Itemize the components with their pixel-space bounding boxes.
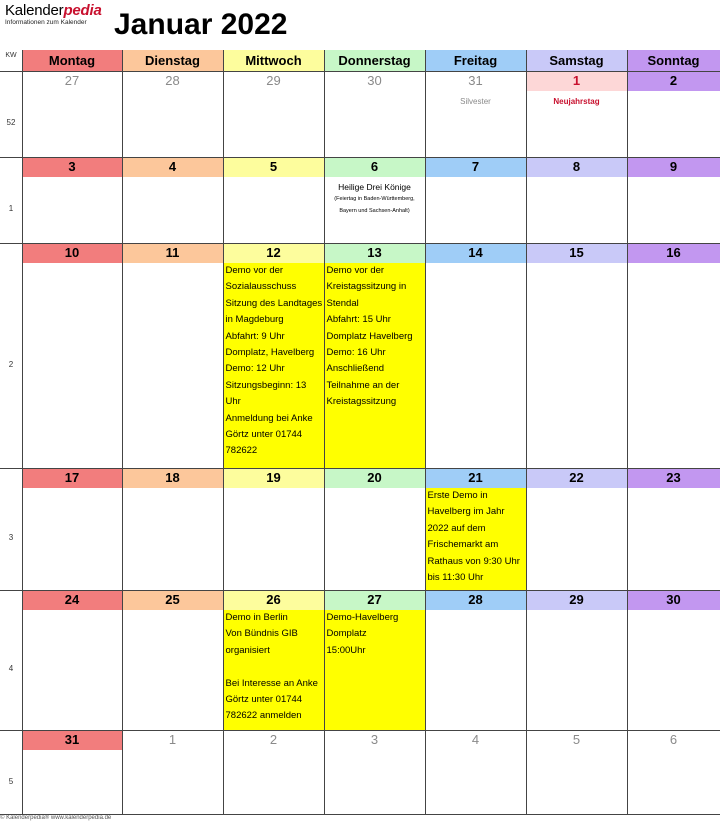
kw-number: 1 xyxy=(8,204,14,213)
event-line: Demo vor der xyxy=(225,265,284,276)
event-jan12[interactable] xyxy=(224,263,324,468)
grid-line xyxy=(0,590,720,591)
logo-tagline: Informationen zum Kalender xyxy=(5,19,87,26)
day-number: 29 xyxy=(266,73,281,88)
event-line: Domplatz Havelberg xyxy=(326,330,413,342)
day-number: 4 xyxy=(471,732,480,747)
holiday-note: Bayern und Sachsen-Anhalt) xyxy=(339,208,410,214)
day-number: 30 xyxy=(367,73,382,88)
day-number: 19 xyxy=(223,468,324,488)
day-number: 26 xyxy=(223,590,324,610)
day-number: 23 xyxy=(627,468,720,488)
weekday-header-5: Samstag xyxy=(526,50,627,71)
event-line: 782622 anmelden xyxy=(225,710,302,722)
month-title: Januar 2022 xyxy=(114,8,288,41)
day-number: 27 xyxy=(324,590,425,610)
day-number: 15 xyxy=(526,243,627,263)
event-line: Havelberg im Jahr xyxy=(427,506,505,518)
event-line: Kreistagssitzung in xyxy=(326,281,407,293)
kalenderpedia-logo xyxy=(5,3,102,27)
footer-copyright: © Kalenderpedia® www.kalenderpedia.de xyxy=(0,815,112,821)
event-line: Demo in Berlin xyxy=(225,612,288,623)
day-number: 13 xyxy=(324,243,425,263)
calendar-header xyxy=(0,0,720,46)
grid-line xyxy=(0,730,720,731)
grid-line xyxy=(627,50,628,815)
day-number: 14 xyxy=(425,243,526,263)
event-jan27[interactable] xyxy=(325,610,425,730)
day-number: 25 xyxy=(122,590,223,610)
day-number: 9 xyxy=(627,157,720,177)
event-line: Frischemarkt am xyxy=(427,539,499,551)
day-number: 31 xyxy=(468,73,483,88)
event-line: organisiert xyxy=(225,644,270,656)
event-line: Kreistagssitzung xyxy=(326,396,397,408)
day-number: 31 xyxy=(22,730,122,750)
day-number: 10 xyxy=(22,243,122,263)
event-line: Abfahrt: 9 Uhr xyxy=(225,330,285,342)
day-number: 21 xyxy=(425,468,526,488)
event-jan26[interactable] xyxy=(224,610,324,730)
kw-number: 52 xyxy=(6,118,16,127)
event-jan13[interactable] xyxy=(325,263,425,468)
grid-line xyxy=(122,50,123,815)
day-number: 1 xyxy=(168,732,177,747)
day-number: 18 xyxy=(122,468,223,488)
weekday-header-3: Donnerstag xyxy=(324,50,425,71)
holiday-silvester: Silvester xyxy=(460,97,491,106)
grid-line xyxy=(0,243,720,244)
holiday-note: (Feiertag in Baden-Württemberg, xyxy=(334,196,415,202)
event-line: Von Bündnis GIB xyxy=(225,628,298,640)
day-number: 3 xyxy=(370,732,379,747)
event-line: Rathaus von 9:30 Uhr xyxy=(427,555,520,567)
event-line: Görtz unter 01744 xyxy=(225,429,303,441)
holiday-neujahrstag: Neujahrstag xyxy=(553,97,600,106)
day-number: 5 xyxy=(223,157,324,177)
event-line: Teilnahme an der xyxy=(326,379,400,391)
day-number: 28 xyxy=(165,73,180,88)
day-number: 27 xyxy=(64,73,80,88)
event-line: Erste Demo in xyxy=(427,490,488,501)
day-number: 16 xyxy=(627,243,720,263)
event-line: Görtz unter 01744 xyxy=(225,694,303,706)
event-line: in Magdeburg xyxy=(225,314,284,326)
grid-line xyxy=(526,50,527,815)
kw-number: 5 xyxy=(8,776,14,786)
event-line: Demo vor der xyxy=(326,265,385,276)
day-number: 6 xyxy=(669,732,678,747)
day-number: 1 xyxy=(526,71,627,91)
event-line: Domplatz xyxy=(326,628,367,640)
event-line xyxy=(226,659,324,675)
day-number: 24 xyxy=(22,590,122,610)
day-number: 8 xyxy=(526,157,627,177)
day-number: 30 xyxy=(627,590,720,610)
day-number: 3 xyxy=(22,157,122,177)
event-line: Anschließend xyxy=(326,363,385,375)
day-number: 11 xyxy=(122,243,223,263)
day-number: 7 xyxy=(425,157,526,177)
day-number: 22 xyxy=(526,468,627,488)
event-line: Demo: 12 Uhr xyxy=(225,363,285,375)
event-line: Sitzungsbeginn: 13 xyxy=(225,379,307,391)
event-line: Abfahrt: 15 Uhr xyxy=(326,314,391,326)
day-number: 20 xyxy=(324,468,425,488)
event-line: Bei Interesse an Anke xyxy=(225,677,318,689)
holiday-heilige-drei-koenige: Heilige Drei Könige xyxy=(338,182,411,192)
grid-line xyxy=(0,71,720,72)
kw-number: 2 xyxy=(8,359,14,369)
event-line: Anmeldung bei Anke xyxy=(225,412,313,424)
event-line: Domplatz, Havelberg xyxy=(225,347,315,359)
event-line: 2022 auf dem xyxy=(427,522,486,534)
event-jan21[interactable] xyxy=(426,488,526,590)
grid-line xyxy=(0,468,720,469)
logo-brand-plain: Kalender xyxy=(5,2,64,19)
day-number: 6 xyxy=(324,157,425,177)
grid-line xyxy=(425,50,426,815)
day-number: 2 xyxy=(627,71,720,91)
event-line: Demo-Havelberg xyxy=(326,612,399,623)
kw-number: 3 xyxy=(8,533,14,542)
event-line: 15:00Uhr xyxy=(326,644,366,656)
event-line: Uhr xyxy=(225,396,241,408)
weekday-header-6: Sonntag xyxy=(627,50,720,71)
day-number: 12 xyxy=(223,243,324,263)
weekday-header-0: Montag xyxy=(22,50,122,71)
event-line: bis 11:30 Uhr xyxy=(427,572,484,584)
event-line: Stendal xyxy=(326,297,359,309)
day-number: 29 xyxy=(526,590,627,610)
weekday-header-1: Dienstag xyxy=(122,50,223,71)
kw-number: 4 xyxy=(8,664,14,673)
day-number: 4 xyxy=(122,157,223,177)
grid-line xyxy=(0,157,720,158)
grid-line xyxy=(22,50,23,815)
event-line: Demo: 16 Uhr xyxy=(326,347,386,359)
weekday-header-4: Freitag xyxy=(425,50,526,71)
event-line: 782622 xyxy=(225,445,258,457)
weekday-header-2: Mittwoch xyxy=(223,50,324,71)
day-number: 2 xyxy=(269,732,278,747)
day-number: 5 xyxy=(572,732,581,747)
event-line: Sitzung des Landtages xyxy=(225,297,323,309)
event-line: Sozialausschuss xyxy=(225,281,297,293)
day-number: 17 xyxy=(22,468,122,488)
day-number: 28 xyxy=(425,590,526,610)
logo-brand-accent: pedia xyxy=(63,2,102,19)
kw-column-label: KW xyxy=(5,52,17,59)
